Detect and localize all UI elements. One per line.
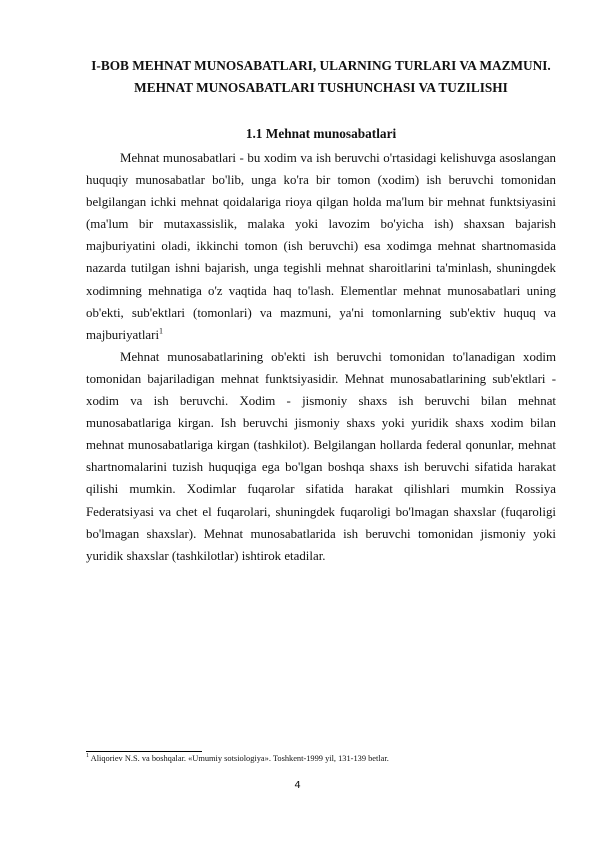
section-title: 1.1 Mehnat munosabatlari bbox=[245, 126, 397, 141]
paragraph-1-text: Mehnat munosabatlari - bu xodim va ish beruvchi o'rtasidagi kelishuvga asoslangan huquqiy munosabatlar bo'lib, unga ko'ra bir tomon (xodim) ish beruvchi tomonidan belgilangan ichki mehnat qoidalariga rioya qilgan holda ma'lum bir mehnat funktsiyasini (ma'lum bir mutaxassislik, malaka yoki lavozim bo'yicha ish) shaxsan bajarish majburiyatini oladi, ikkinchi tomon (ish beruvchi) esa xodimga mehnat shartnomasida nazarda tutilgan ishni bajarish, unga tegishli mehnat sharoitlarini ta'minlash, shuningdek xodimning mehnatiga o'z vaqtida haq to'lash. Elementlar mehnat munosabatlari uning ob'ekti, sub'ektlari (tomonlari) va mazmuni, ya'ni tomonlarning sub'ektiv huquq va majburiyatlari bbox=[86, 151, 556, 342]
page-number: 4 bbox=[294, 780, 301, 791]
paragraph-1 bbox=[86, 147, 556, 346]
footnote-text: Aliqoriev N.S. va boshqalar. «Umumiy sotsiologiya». Toshkent-1999 yil, 131-139 betlar. bbox=[90, 754, 389, 763]
footnote-marker: 1 bbox=[86, 753, 89, 760]
body-text bbox=[86, 147, 556, 567]
footnote-reference: 1 bbox=[159, 326, 164, 336]
chapter-title: I-BOB MEHNAT MUNOSABATLARI, ULARNING TURLARI VA MAZMUNI. MEHNAT MUNOSABATLARI TUSHUNCHASI VA TUZILISHI bbox=[91, 58, 551, 95]
paragraph-2: Mehnat munosabatlarining ob'ekti ish beruvchi tomonidan to'lanadigan xodim tomonidan bajariladigan mehnat funktsiyasidir. Mehnat munosabatlarining sub'ektlari - xodim va ish beruvchi. Xodim - jismoniy shaxs ish beruvchi bilan mehnat munosabatlariga kirgan. Ish beruvchi jismoniy shaxs yoki yuridik shaxs xodim bilan mehnat munosabatlariga kirgan (tashkilot). Belgilangan hollarda federal qonunlar, mehnat shartnomalarini tuzish huquqiga ega bo'lgan boshqa shaxs ish beruvchi sifatida harakat qilishi mumkin. Xodimlar fuqarolar sifatida harakat qilishlari mumkin Rossiya Federatsiyasi va chet el fuqarolari, shuningdek fuqaroligi bo'lmagan shaxslar (fuqaroligi bo'lmagan shaxslar). Mehnat munosabatlarida ish beruvchi tomonidan jismoniy yoki yuridik shaxslar (tashkilotlar) ishtirok etadilar. bbox=[86, 349, 556, 563]
footnote bbox=[86, 752, 556, 766]
